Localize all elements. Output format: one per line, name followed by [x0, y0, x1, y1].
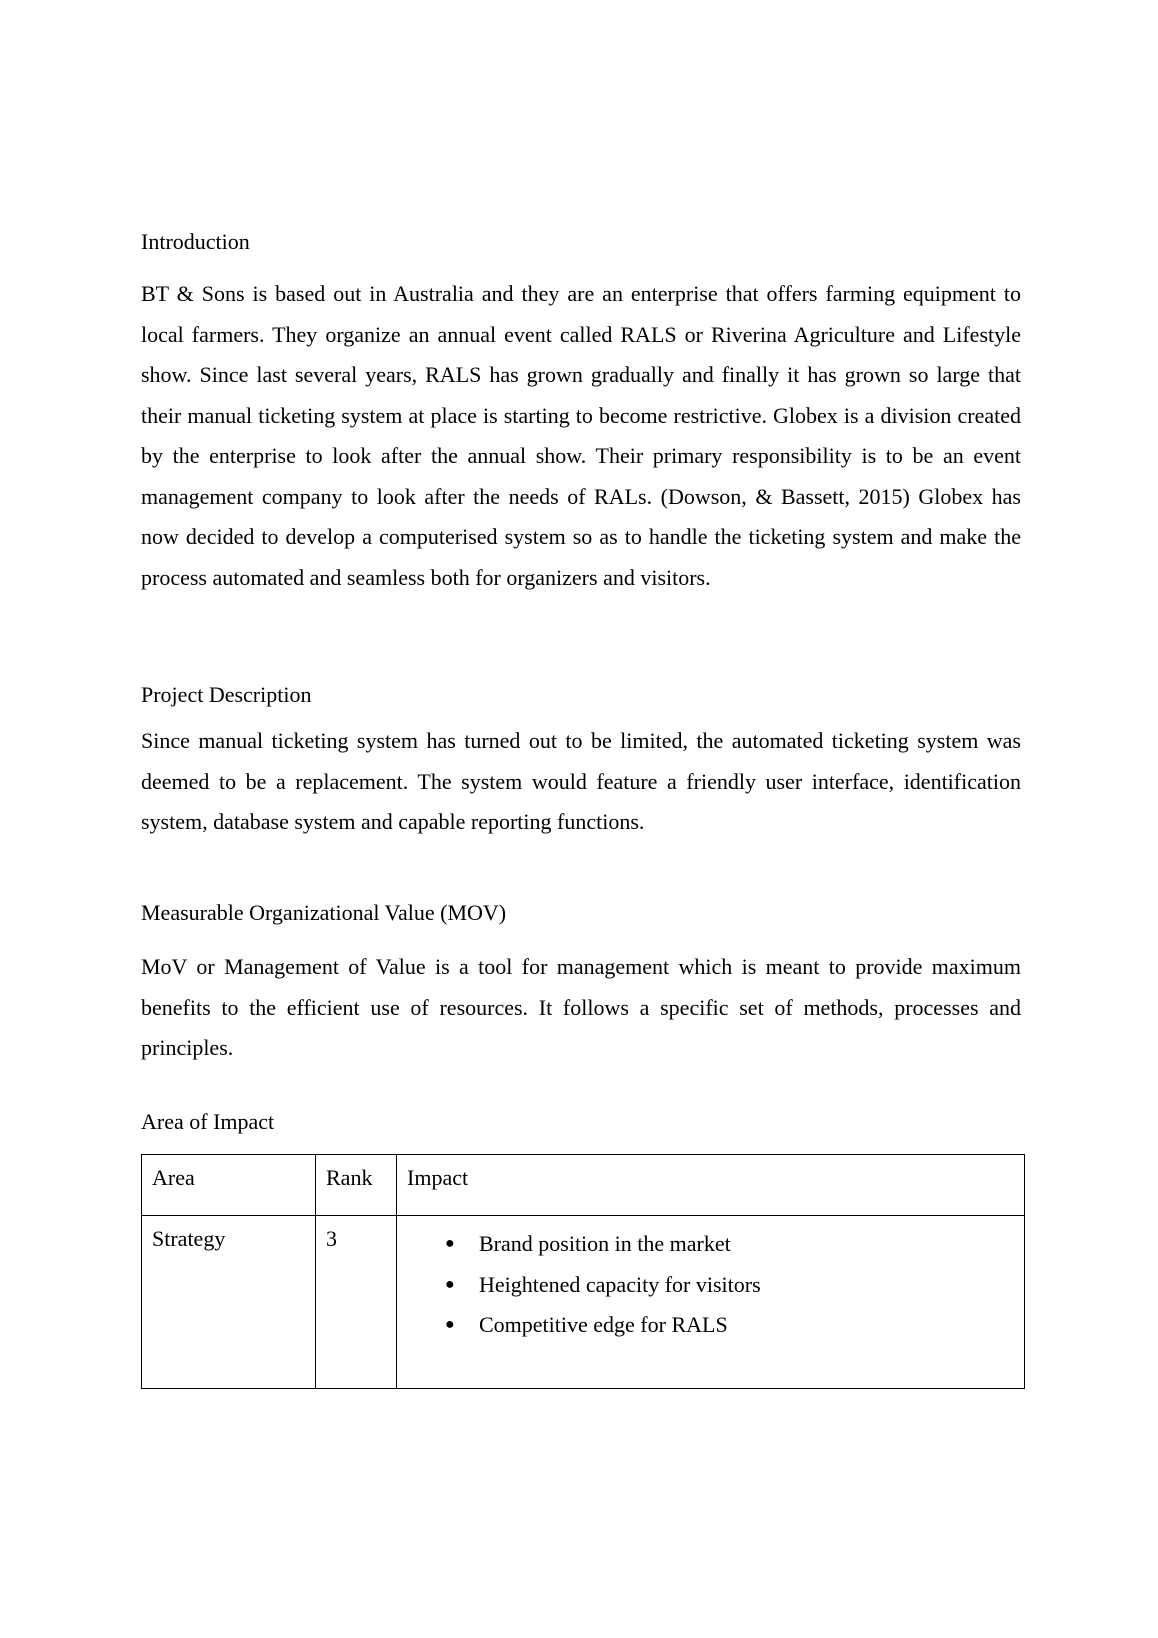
cell-area: Strategy: [142, 1216, 316, 1389]
project-description-heading: Project Description: [141, 682, 312, 707]
cell-rank: 3: [316, 1216, 397, 1389]
project-description-paragraph: Since manual ticketing system has turned out to be limited, the automated ticketing system was deemed to be a replacement. The system would feature a friendly user interface, identification system, database system and capable reporting functions.: [141, 728, 1021, 834]
header-impact: Impact: [397, 1155, 1025, 1216]
impact-list: [407, 1224, 1014, 1346]
area-of-impact-heading: Area of Impact: [141, 1109, 275, 1134]
list-item: ● Brand position in the market: [445, 1224, 1014, 1265]
table-row: [142, 1216, 1025, 1389]
header-rank: Rank: [316, 1155, 397, 1216]
mov-heading: Measurable Organizational Value (MOV): [141, 900, 507, 925]
mov-paragraph: MoV or Management of Value is a tool for management which is meant to provide maximum benefits to the efficient use of resources. It follows a specific set of methods, processes and principles.: [141, 954, 1021, 1060]
impact-table: [141, 1154, 1025, 1389]
cell-impact: [397, 1216, 1025, 1389]
introduction-heading: Introduction: [141, 229, 250, 254]
introduction-paragraph: BT & Sons is based out in Australia and they are an enterprise that offers farming equipment to local farmers. They organize an annual event called RALS or Riverina Agriculture and Lifestyle show. Since last several years, RALS has grown gradually and finally it has grown so large that their manual ticketing system at place is starting to become restrictive. Globex is a division created by the enterprise to look after the annual show. Their primary responsibility is to be an event management company to look after the needs of RALs. (Dowson, & Bassett, 2015) Globex has now decided to develop a computerised system so as to handle the ticketing system and make the process automated and seamless both for organizers and visitors.: [141, 281, 1021, 590]
list-item: ● Heightened capacity for visitors: [445, 1265, 1014, 1306]
list-item: ● Competitive edge for RALS: [445, 1305, 1014, 1346]
impact-table-header-row: [142, 1155, 1025, 1216]
header-area: Area: [142, 1155, 316, 1216]
